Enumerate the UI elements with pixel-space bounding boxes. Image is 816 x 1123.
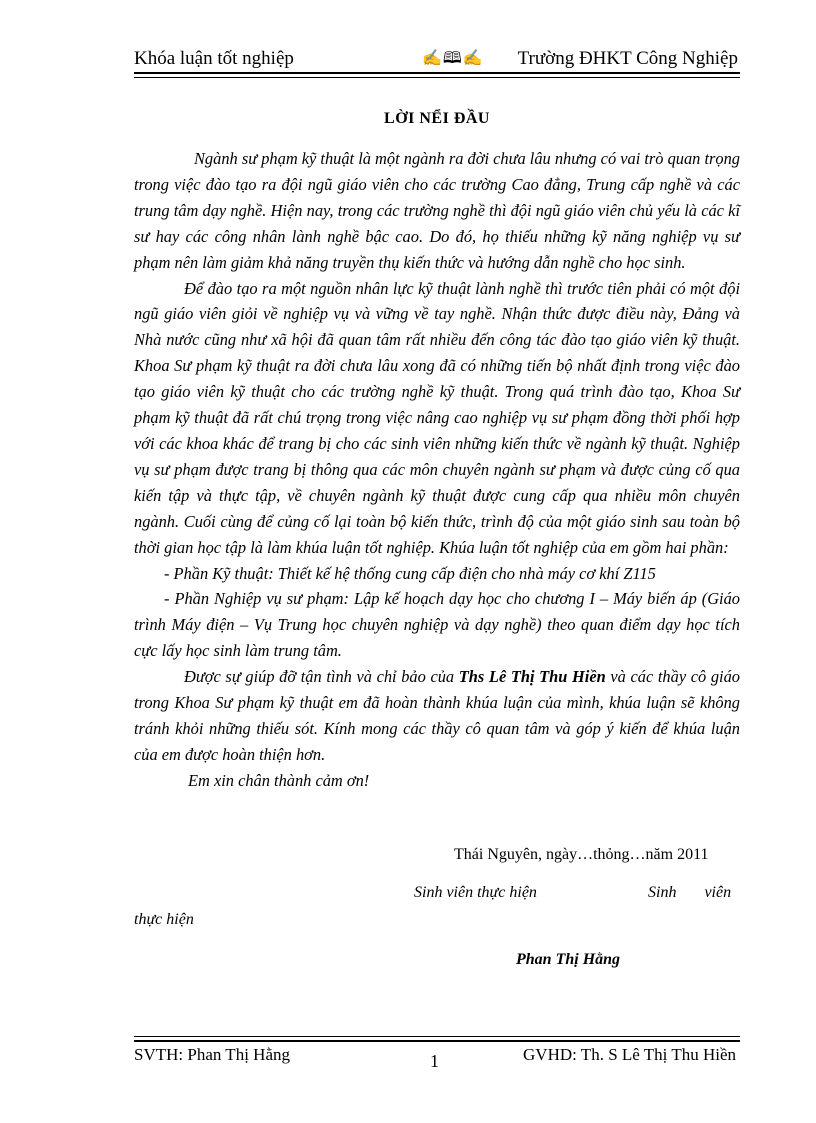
bullet-technical: - Phần Kỹ thuật: Thiết kế hệ thống cung cấp điện cho nhà máy cơ khí Z115 (164, 563, 656, 583)
signature-label-a: Sinh viên thực hiện (414, 884, 537, 901)
page-title: LỜI NỂI ĐẦU (384, 110, 490, 127)
paragraph-1: Ngành sư phạm kỹ thuật là một ngành ra đời chưa lâu nhưng có vai trò quan trọng trong việc đào tạo ra đội ngũ giáo viên cho các trường Cao đẳng, Trung cấp nghề và các trung tâm dạy nghề. Hiện nay, trong các trường nghề thì đội ngũ giáo viên chủ yếu là các kĩ sư hay các công nhân lành nghề bậc cao. Do đó, họ thiếu những kỹ năng nghiệp vụ sư phạm nên làm giảm khả năng truyền thụ kiến thức và hướng dẫn nghề cho học sinh. (134, 149, 740, 272)
header-rule-thick (134, 72, 740, 74)
header-right-text: Trường ĐHKT Công Nghiệp (517, 48, 738, 69)
page-number: 1 (430, 1051, 439, 1071)
paragraph-acknowledgement (134, 664, 740, 768)
bullet-pedagogy: - Phần Nghiệp vụ sư phạm: Lập kế hoạch dạy học cho chương I – Máy biến áp (Giáo trình Máy điện – Vụ Trung học chuyên nghiệp và dạy nghề) theo quan điểm dạy học tích cực lấy học sinh làm trung tâm. (134, 589, 740, 661)
thanks-line: Em xin chân thành cảm ơn! (188, 770, 370, 790)
body-text (134, 146, 740, 794)
header-left-text: Khóa luận tốt nghiệp (134, 48, 294, 69)
quill-book-ornament-icon: ✍🕮✍ (422, 50, 484, 67)
signature-label-c: thực hiện (134, 911, 194, 928)
footer-rule-thin (134, 1036, 740, 1037)
header-rule-thin (134, 77, 740, 78)
signature-label-b: Sinh viên (648, 884, 732, 901)
footer-rule-thick (134, 1040, 740, 1042)
date-line: Thái Nguyên, ngày…thỏng…năm 2011 (454, 846, 709, 863)
footer-advisor: GVHD: Th. S Lê Thị Thu Hiền (523, 1045, 736, 1064)
ack-text-before: Được sự giúp đỡ tận tình và chỉ bảo của (184, 667, 459, 687)
footer-student: SVTH: Phan Thị Hằng (134, 1045, 290, 1064)
ack-text-after: và các thầy cô giáo trong Khoa Sư phạm kỹ thuật em đã hoàn thành khúa luận của mình, khúa luận sẽ không tránh khỏi những thiếu sót. Kính mong các thầy cô quan tâm và góp ý kiến để khúa luận của em được hoàn thiện hơn. (134, 667, 740, 764)
advisor-name: Ths Lê Thị Thu Hiền (458, 667, 606, 687)
page-header (134, 48, 740, 72)
paragraph-2: Để đào tạo ra một nguồn nhân lực kỹ thuật lành nghề thì trước tiên phải có một đội ngũ giáo viên giỏi về nghiệp vụ và vững về tay nghề. Nhận thức được điều này, Đảng và Nhà nước cũng như xã hội đã quan tâm rất nhiều đến công tác đào tạo giáo viên kỹ thuật. Khoa Sư phạm kỹ thuật ra đời chưa lâu xong đã có những tiến bộ nhất định trong việc đào tạo giáo viên kỹ thuật cho các trường nghề kỹ thuật. Trong quá trình đào tạo, Khoa Sư phạm kỹ thuật đã rất chú trọng trong việc nâng cao nghiệp vụ sư phạm đồng thời phối hợp với các khoa khác để trang bị cho các sinh viên những kiến thức về ngành kỹ thuật. Nghiệp vụ sư phạm được trang bị thông qua các môn chuyên ngành sư phạm và được củng cố qua kiến tập và thực tập, về chuyên ngành kỹ thuật được cung cấp qua nhiều môn chuyên ngành. Cuối cùng để củng cố lại toàn bộ kiến thức, trình độ của một giáo sinh sau toàn bộ thời gian học tập là làm khúa luận tốt nghiệp. Khúa luận tốt nghiệp của em gồm hai phần: (134, 278, 740, 557)
signer-name: Phan Thị Hằng (516, 951, 621, 968)
